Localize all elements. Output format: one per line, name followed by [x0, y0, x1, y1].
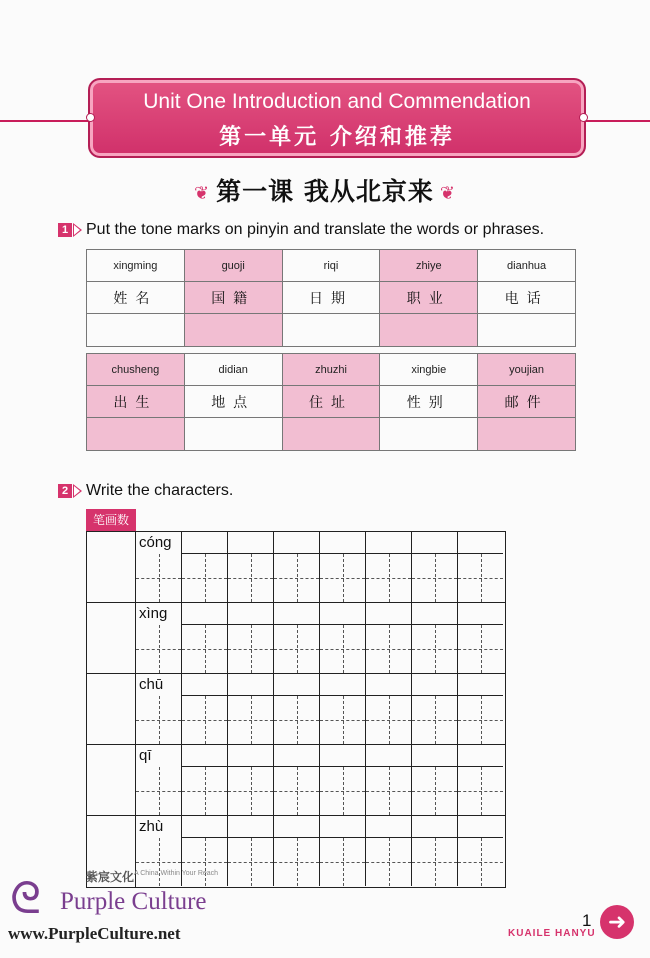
lesson-title: 第一课 我从北京来: [216, 177, 434, 206]
pinyin-cell: chusheng: [87, 354, 185, 386]
practice-cell[interactable]: [457, 554, 503, 602]
stroke-order-cell[interactable]: [319, 674, 365, 696]
stroke-order-cell[interactable]: [319, 603, 365, 625]
unit-banner: [88, 78, 586, 158]
hanzi-cell: 国籍: [184, 282, 282, 314]
answer-cell[interactable]: [380, 418, 478, 451]
table-row: [87, 282, 576, 314]
answer-cell[interactable]: [282, 418, 380, 451]
play-arrow-icon: [73, 223, 82, 237]
stroke-order-cell[interactable]: [365, 674, 411, 696]
exercise-2-instruction: Write the characters.: [86, 482, 234, 499]
stroke-order-cell[interactable]: [365, 603, 411, 625]
play-arrow-icon: [73, 484, 82, 498]
pinyin-cell: riqi: [282, 250, 380, 282]
hanzi-cell: 性别: [380, 386, 478, 418]
logo-tagline: A China Within Your Reach: [134, 870, 219, 877]
practice-cell[interactable]: [227, 838, 273, 886]
practice-cell[interactable]: [365, 767, 411, 815]
practice-cell[interactable]: [273, 554, 319, 602]
stroke-order-cell[interactable]: [457, 603, 503, 625]
exercise-1-instruction-row: [58, 221, 544, 239]
answer-cell[interactable]: [478, 314, 576, 347]
flourish-left-icon: ❦: [194, 182, 211, 204]
hanzi-cell: 邮件: [478, 386, 576, 418]
next-page-arrow-icon[interactable]: ➜: [600, 905, 634, 939]
practice-cell[interactable]: [457, 838, 503, 886]
practice-cell[interactable]: [365, 838, 411, 886]
practice-cell[interactable]: [135, 696, 181, 744]
pinyin-cell: xingbie: [380, 354, 478, 386]
practice-cell[interactable]: [319, 625, 365, 673]
swirl-logo-icon: ᘓ: [10, 874, 41, 923]
stroke-order-cell[interactable]: [181, 674, 227, 696]
practice-cell[interactable]: [273, 838, 319, 886]
writing-row: [87, 674, 505, 745]
hanzi-cell: 姓名: [87, 282, 185, 314]
character-writing-grid: [86, 531, 506, 888]
stroke-order-cell[interactable]: [411, 745, 457, 767]
practice-cell[interactable]: [227, 696, 273, 744]
stroke-order-cell[interactable]: [365, 745, 411, 767]
hanzi-cell: 地点: [184, 386, 282, 418]
practice-cell[interactable]: [411, 554, 457, 602]
practice-cell[interactable]: [319, 838, 365, 886]
table-row: [87, 386, 576, 418]
practice-cell[interactable]: [227, 554, 273, 602]
stroke-order-cell[interactable]: [457, 532, 503, 554]
hanzi-cell: 职业: [380, 282, 478, 314]
hanzi-cell: 住址: [282, 386, 380, 418]
stroke-order-cell[interactable]: [411, 674, 457, 696]
stroke-order-cell[interactable]: [273, 532, 319, 554]
header-rule-right: [580, 120, 650, 122]
practice-cell[interactable]: [319, 696, 365, 744]
table-spacer: [87, 347, 576, 354]
stroke-order-cell[interactable]: [181, 603, 227, 625]
stroke-count-cell[interactable]: [87, 603, 136, 673]
practice-cell[interactable]: [411, 767, 457, 815]
answer-cell[interactable]: [380, 314, 478, 347]
stroke-order-cell[interactable]: [365, 532, 411, 554]
pinyin-cell: zhuzhi: [282, 354, 380, 386]
practice-cell[interactable]: [457, 696, 503, 744]
exercise-1-instruction: Put the tone marks on pinyin and translate the words or phrases.: [86, 221, 545, 238]
practice-cell[interactable]: [273, 696, 319, 744]
stroke-order-cell[interactable]: [181, 816, 227, 838]
stroke-order-cell[interactable]: [411, 532, 457, 554]
pinyin-cell: dianhua: [478, 250, 576, 282]
practice-cell[interactable]: [273, 767, 319, 815]
practice-cell[interactable]: [411, 625, 457, 673]
brand-label: KUAILE HANYU: [508, 928, 596, 939]
pinyin-label: cóng: [139, 534, 172, 551]
practice-cell[interactable]: [365, 625, 411, 673]
stroke-order-cell[interactable]: [411, 816, 457, 838]
stroke-count-label: 笔画数: [86, 509, 136, 531]
exercise-2-instruction-row: [58, 482, 233, 500]
stroke-order-cell[interactable]: [181, 745, 227, 767]
stroke-order-cell[interactable]: [457, 674, 503, 696]
practice-cell[interactable]: [227, 625, 273, 673]
logo-name: Purple Culture: [60, 888, 207, 915]
stroke-order-cell[interactable]: [319, 816, 365, 838]
pinyin-cell: guoji: [184, 250, 282, 282]
page-number: 1: [582, 911, 592, 930]
logo-chinese-text: 紫宸文化: [86, 870, 135, 884]
pinyin-cell: didian: [184, 354, 282, 386]
exercise-number-badge: 1: [58, 223, 72, 237]
hanzi-cell: 出生: [87, 386, 185, 418]
stroke-order-cell[interactable]: [273, 745, 319, 767]
unit-title-zh: 第一单元 介绍和推荐: [219, 125, 455, 150]
exercise-number-badge: 2: [58, 484, 72, 498]
logo-url: www.PurpleCulture.net: [8, 924, 181, 943]
pinyin-label: xìng: [139, 605, 168, 622]
vocabulary-table: [86, 249, 576, 451]
practice-cell[interactable]: [411, 838, 457, 886]
practice-cell[interactable]: [181, 767, 227, 815]
stroke-order-cell[interactable]: [457, 745, 503, 767]
stroke-order-cell[interactable]: [181, 532, 227, 554]
stroke-count-cell[interactable]: [87, 674, 136, 744]
pinyin-label: qī: [139, 747, 152, 764]
stroke-order-cell[interactable]: [365, 816, 411, 838]
answer-cell[interactable]: [478, 418, 576, 451]
practice-cell[interactable]: [365, 554, 411, 602]
header-rule-left: [0, 120, 90, 122]
practice-cell[interactable]: [273, 625, 319, 673]
practice-cell[interactable]: [181, 838, 227, 886]
practice-cell[interactable]: [135, 625, 181, 673]
stroke-order-cell[interactable]: [319, 745, 365, 767]
table-row: [87, 354, 576, 386]
pinyin-cell: youjian: [478, 354, 576, 386]
practice-cell[interactable]: [227, 767, 273, 815]
stroke-count-cell[interactable]: [87, 532, 136, 602]
stroke-order-cell[interactable]: [227, 816, 273, 838]
table-row: [87, 418, 576, 451]
writing-row: [87, 532, 505, 603]
pinyin-label: chū: [139, 676, 164, 693]
stroke-order-cell[interactable]: [273, 816, 319, 838]
hanzi-cell: 电话: [478, 282, 576, 314]
table-row: [87, 250, 576, 282]
stroke-order-cell[interactable]: [273, 603, 319, 625]
lesson-title-row: [0, 172, 650, 208]
practice-cell[interactable]: [411, 696, 457, 744]
stroke-order-cell[interactable]: [227, 532, 273, 554]
practice-cell[interactable]: [135, 554, 181, 602]
stroke-count-cell[interactable]: [87, 745, 136, 815]
practice-cell[interactable]: [365, 696, 411, 744]
answer-cell[interactable]: [184, 418, 282, 451]
practice-cell[interactable]: [457, 625, 503, 673]
stroke-order-cell[interactable]: [227, 745, 273, 767]
practice-cell[interactable]: [135, 838, 181, 886]
answer-cell[interactable]: [87, 418, 185, 451]
answer-cell[interactable]: [87, 314, 185, 347]
unit-title-en: Unit One Introduction and Commendation: [143, 90, 531, 113]
pinyin-label: zhù: [139, 818, 164, 835]
practice-cell[interactable]: [181, 625, 227, 673]
stroke-order-cell[interactable]: [457, 816, 503, 838]
hanzi-cell: 日期: [282, 282, 380, 314]
pinyin-cell: xingming: [87, 250, 185, 282]
answer-cell[interactable]: [282, 314, 380, 347]
practice-cell[interactable]: [181, 696, 227, 744]
stroke-order-cell[interactable]: [319, 532, 365, 554]
practice-cell[interactable]: [319, 554, 365, 602]
writing-row: [87, 745, 505, 816]
answer-cell[interactable]: [184, 314, 282, 347]
table-row: [87, 314, 576, 347]
writing-row: [87, 603, 505, 674]
practice-cell[interactable]: [181, 554, 227, 602]
practice-cell[interactable]: [319, 767, 365, 815]
practice-cell[interactable]: [135, 767, 181, 815]
flourish-right-icon: ❦: [439, 182, 456, 204]
stroke-order-cell[interactable]: [227, 674, 273, 696]
stroke-order-cell[interactable]: [273, 674, 319, 696]
stroke-order-cell[interactable]: [411, 603, 457, 625]
practice-cell[interactable]: [457, 767, 503, 815]
stroke-order-cell[interactable]: [227, 603, 273, 625]
pinyin-cell: zhiye: [380, 250, 478, 282]
